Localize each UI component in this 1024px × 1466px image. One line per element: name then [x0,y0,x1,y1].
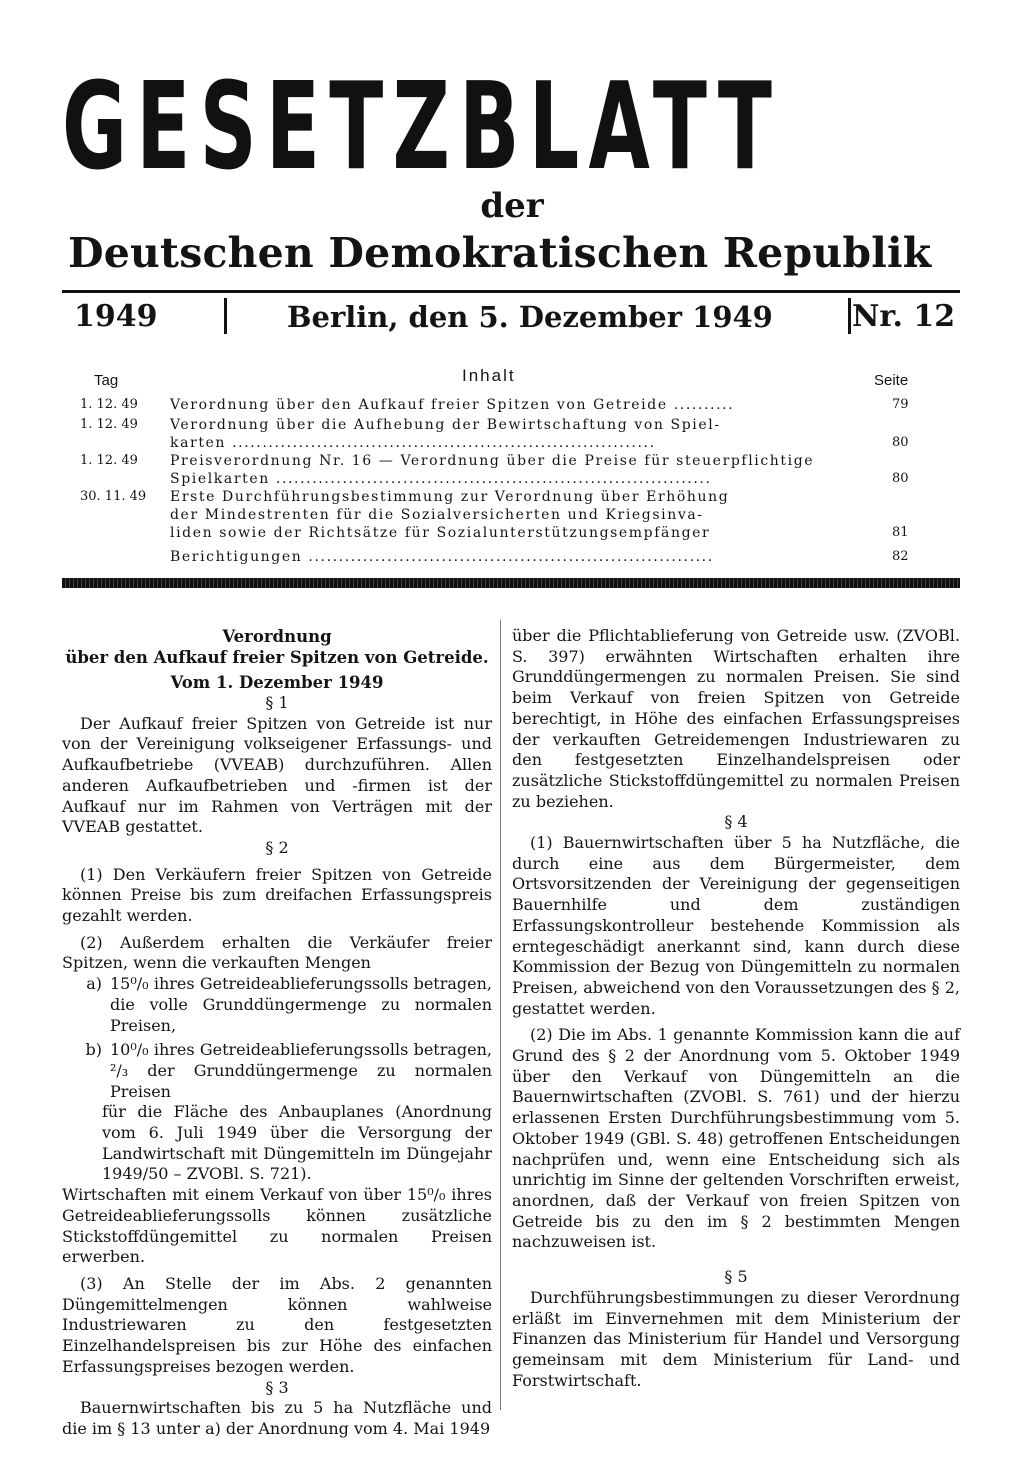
section-text: (1) Den Verkäufern freier Spitzen von Getreide können Preise bis zum dreifachen Erfassungspreis gezahlt werden. [62,864,492,926]
left-column [62,626,492,1440]
toc-entry-text: Verordnung über den Aufkauf freier Spitzen von Getreide .......... [170,397,735,413]
toc-entry-page: 80 [892,471,909,486]
section-text: Durchführungsbestimmungen zu dieser Verordnung erläßt im Einvernehmen mit dem Ministerium der Finanzen das Ministerium für Handel und Versorgung gemeinsam mit dem Ministerium für Land- und Forstwirtschaft. [512,1287,960,1390]
toc-entry-date: 1. 12. 49 [80,417,138,432]
section-heading: § 4 [724,812,748,832]
toc-header-page: Seite [874,372,909,389]
header-top-rule [62,290,960,293]
toc-entry-text: Verordnung über die Aufhebung der Bewirtschaftung von Spiel- [170,417,721,433]
toc-entry-date: 30. 11. 49 [80,489,147,504]
section-text: (3) An Stelle der im Abs. 2 genannten Düngemittelmengen können wahlweise Industriewaren zu den festgesetzten Einzelhandelspreisen bis zur Höhe des einfachen Erfassungspreises bezogen werden. [62,1273,492,1376]
right-column [512,626,960,1391]
section-text: Bauernwirtschaften bis zu 5 ha Nutzfläche und die im § 13 unter a) der Anordnung vom 4. Mai 1949 [62,1398,492,1438]
toc-entry-page: 80 [892,435,909,450]
article-subtitle: über den Aufkauf freier Spitzen von Getreide. [65,648,489,667]
toc-entry-text: Berichtigungen ................................................................... [170,549,714,565]
masthead-republic: Deutschen Demokratischen Republik [68,229,932,277]
toc-entry-text: liden sowie der Richtsätze für Sozialunterstützungsempfänger [170,525,711,541]
toc-entry-date: 1. 12. 49 [80,397,138,412]
section-text: (2) Die im Abs. 1 genannte Kommission kann die auf Grund des § 2 der Anordnung vom 5. Oktober 1949 über den Verkauf von Düngemitteln an die Bauernwirtschaften (ZVOBl. S. 761) und der hierzu erlassenen Ersten Durchführungsbestimmung vom 5. Oktober 1949 (GBl. S. 48) getroffenen Entscheidungen nachprüfen und, wenn eine Entscheidung sich als unrichtig im Sinne der geltenden Vorschriften erweist, anordnen, daß der Verkauf von freien Spitzen von Getreide bis zu den im § 2 bestimmten Mengen nachzuweisen ist. [512,1025,960,1252]
section-text: (2) Außerdem erhalten die Verkäufer freier Spitzen, wenn die verkauften Mengen [62,932,492,973]
toc-header-title: Inhalt [462,366,516,385]
toc-entry-text: Spielkarten ........................................................................ [170,471,712,487]
list-item-label: a) [86,974,102,994]
section-heading: § 5 [724,1267,748,1287]
toc-header-date: Tag [94,372,119,389]
issue-header [62,294,960,340]
article-title: Verordnung [222,627,332,646]
section-text: (1) Bauernwirtschaften über 5 ha Nutzfläche, die durch eine aus dem Bürgermeister, dem Ortsvorsitzenden der Vereinigung der gegenseitigen Bauernhilfe und dem zuständigen Erfassungskontrolleur bestehende Kommission als erntegeschädigt anerkannt sind, kann durch diese Kommission der Bezug von Düngemitteln zu normalen Preisen, abweichend von den Voraussetzungen des § 2, gestattet werden. [512,833,960,1018]
toc-entry-page: 79 [892,397,909,412]
section-heading: § 3 [265,1377,289,1397]
section-divider [62,578,960,588]
masthead-der: der [480,186,544,226]
list-item-text: 10⁰/₀ ihres Getreideablieferungssolls betragen, ²/₃ der Grunddüngermenge zu normalen Preisen [110,1040,492,1101]
masthead-title: GESETZBLATT [62,58,782,197]
section-text: Der Aufkauf freier Spitzen von Getreide ist nur von der Vereinigung volkseigener Erfassungs- und Aufkaufbetriebe (VVEAB) durchzuführen. Allen anderen Aufkaufbetrieben und -firmen ist der Aufkauf nur im Rahmen von Verträgen mit der VVEAB gestattet. [62,713,492,837]
toc-entry-text: karten ...................................................................... [170,435,656,451]
toc-entry-text: Preisverordnung Nr. 16 — Verordnung über die Preise für steuerpflichtige [170,453,815,469]
section-heading: § 2 [265,837,289,857]
toc-entry-text: der Mindestrenten für die Sozialversicherten und Kriegsinva- [170,507,704,523]
issue-place-date: Berlin, den 5. Dezember 1949 [287,300,773,334]
list-item-label: b) [85,1040,102,1060]
list-item [62,1040,492,1102]
list-item [62,974,492,1036]
section-text: Wirtschaften mit einem Verkauf von über 15⁰/₀ ihres Getreideablieferungssolls können zusätzliche Stickstoffdüngemittel zu normalen Preisen erwerben. [62,1185,492,1267]
toc-entry-page: 81 [892,525,909,540]
toc-entry-date: 1. 12. 49 [80,453,138,468]
section-heading: § 1 [265,693,289,712]
issue-year: 1949 [74,299,158,334]
section-text: für die Fläche des Anbauplanes (Anordnung vom 6. Juli 1949 über die Versorgung der Landwirtschaft mit Düngemitteln im Düngejahr 1949/50 – ZVOBl. S. 721). [102,1102,492,1184]
issue-number: Nr. 12 [852,299,956,334]
article-date: Vom 1. Dezember 1949 [170,673,384,692]
header-separator [848,298,851,334]
section-text: über die Pflichtablieferung von Getreide usw. (ZVOBl. S. 397) erwähnten Wirtschaften erhalten ihre Grunddüngermengen zu normalen Preisen. Sie sind beim Verkauf von freien Spitzen von Getreide berechtigt, in Höhe des einfachen Erfassungspreises der verkauften Getreidemengen Industriewaren zu den festgesetzten Einzelhandelspreisen oder zusätzliche Stickstoffdüngemittel zu normalen Preisen zu beziehen. [512,626,960,811]
header-separator [224,298,227,334]
toc-entry-text: Erste Durchführungsbestimmung zur Verordnung über Erhöhung [170,489,730,505]
list-item-text: 15⁰/₀ ihres Getreideablieferungssolls betragen, die volle Grunddüngermenge zu normalen Preisen, [110,974,492,1035]
column-divider [500,620,501,1410]
table-of-contents [62,366,960,576]
toc-entry-page: 82 [892,549,909,564]
